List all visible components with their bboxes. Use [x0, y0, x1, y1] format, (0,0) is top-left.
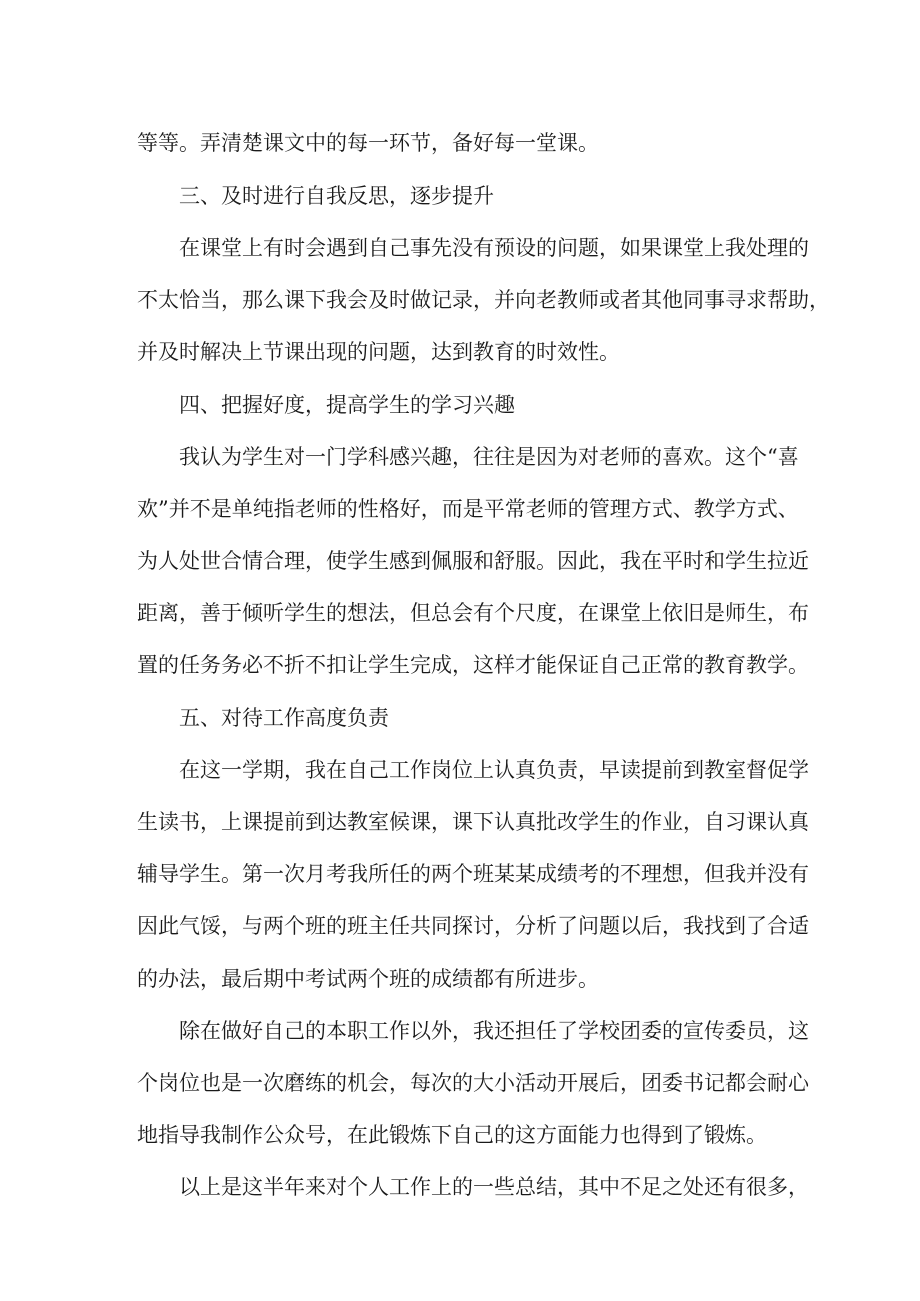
paragraph-line-1: 等等。弄清楚课文中的每一环节，备好每一堂课。 — [137, 131, 599, 155]
paragraph-line-18: 除在做好自己的本职工作以外，我还担任了学校团委的宣传委员，这 — [179, 1019, 809, 1043]
paragraph-line-14: 生读书，上课提前到达教室候课，课下认真批改学生的作业，自习课认真 — [137, 810, 809, 834]
paragraph-line-5: 并及时解决上节课出现的问题，达到教育的时效性。 — [137, 340, 620, 364]
paragraph-line-21: 以上是这半年来对个人工作上的一些总结，其中不足之处还有很多， — [179, 1175, 809, 1199]
section-heading-5: 五、对待工作高度负责 — [179, 706, 389, 730]
paragraph-line-7: 我认为学生对一门学科感兴趣，往往是因为对老师的喜欢。这个“喜 — [179, 445, 799, 469]
paragraph-line-3: 在课堂上有时会遇到自己事先没有预设的问题，如果课堂上我处理的 — [179, 236, 809, 260]
paragraph-line-19: 个岗位也是一次磨练的机会，每次的大小活动开展后，团委书记都会耐心 — [137, 1071, 809, 1095]
paragraph-line-17: 的办法，最后期中考试两个班的成绩都有所进步。 — [137, 967, 599, 991]
section-heading-3: 三、及时进行自我反思，逐步提升 — [179, 184, 494, 208]
paragraph-line-15: 辅导学生。第一次月考我所任的两个班某某成绩考的不理想，但我并没有 — [137, 862, 809, 886]
paragraph-line-20: 地指导我制作公众号，在此锻炼下自己的这方面能力也得到了锻炼。 — [137, 1123, 767, 1147]
paragraph-line-9: 为人处世合情合理，使学生感到佩服和舒服。因此，我在平时和学生拉近 — [137, 549, 809, 573]
paragraph-line-16: 因此气馁，与两个班的班主任共同探讨，分析了问题以后，我找到了合适 — [137, 914, 809, 938]
section-heading-4: 四、把握好度，提高学生的学习兴趣 — [179, 393, 515, 417]
paragraph-line-10: 距离，善于倾听学生的想法，但总会有个尺度，在课堂上依旧是师生，布 — [137, 601, 809, 625]
paragraph-line-13: 在这一学期，我在自己工作岗位上认真负责，早读提前到教室督促学 — [179, 758, 809, 782]
paragraph-line-8: 欢”并不是单纯指老师的性格好，而是平常老师的管理方式、教学方式、 — [137, 497, 799, 521]
paragraph-line-4: 不太恰当，那么课下我会及时做记录，并向老教师或者其他同事寻求帮助， — [137, 288, 830, 312]
paragraph-line-11: 置的任务务必不折不扣让学生完成，这样才能保证自己正常的教育教学。 — [137, 653, 809, 677]
